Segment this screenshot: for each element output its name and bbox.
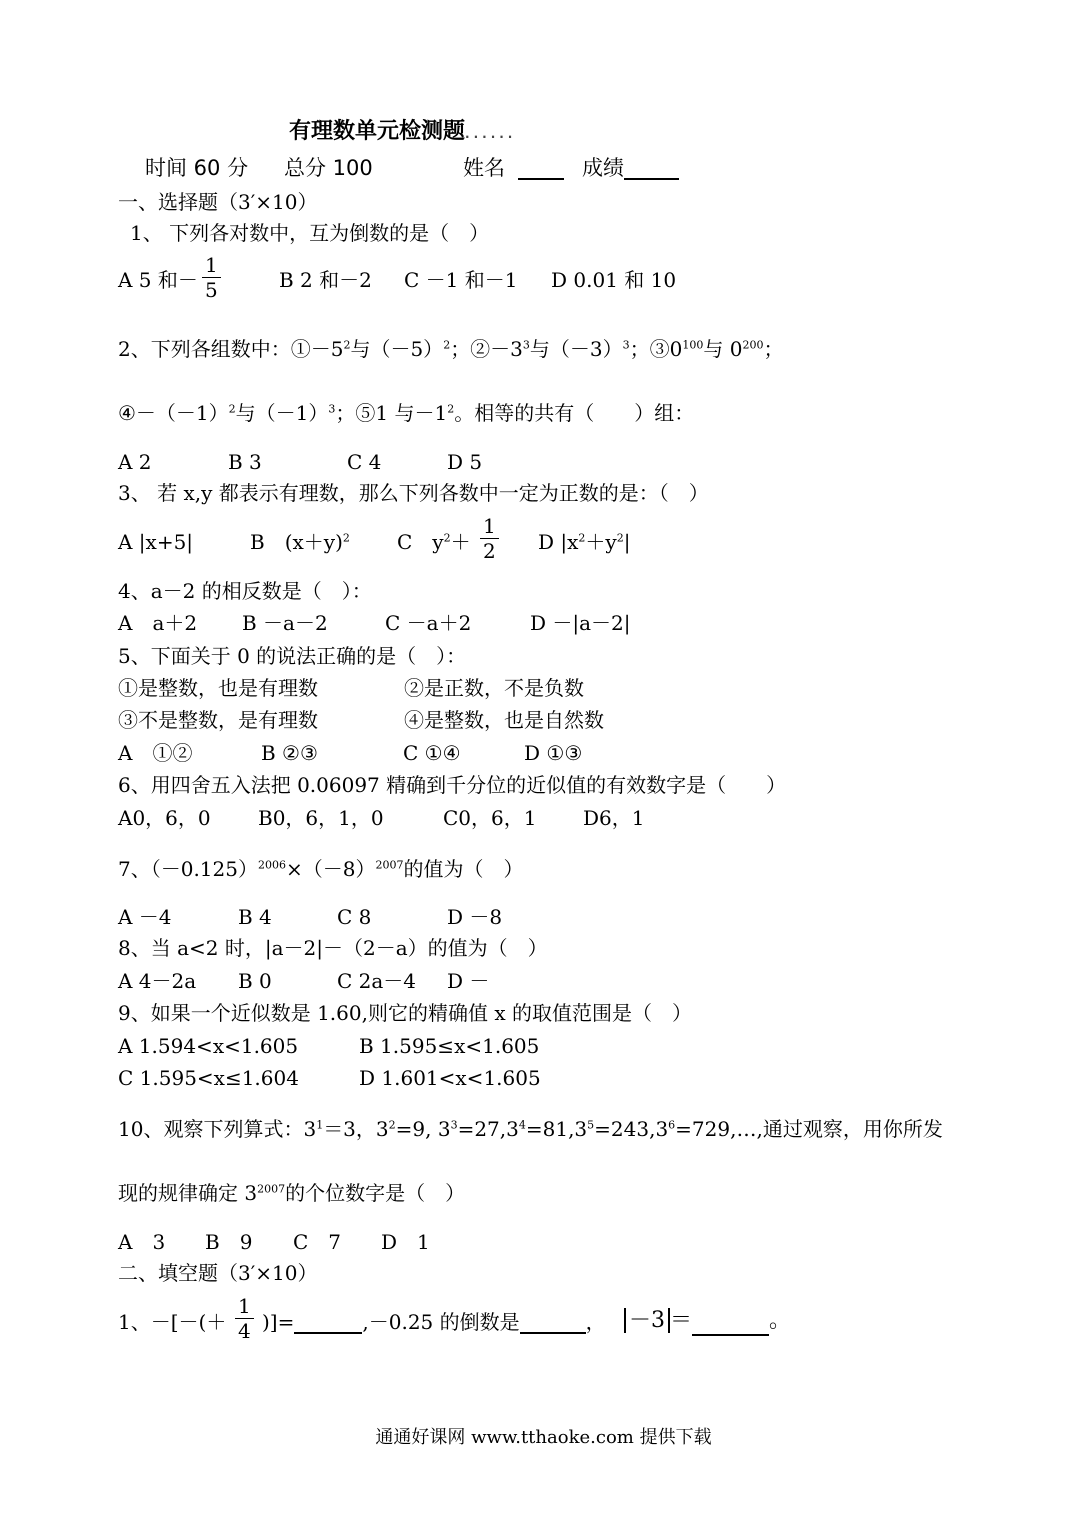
q10-line1: 10、观察下列算式：$3^1=3$，$3^2=9$, $3^3=27,3^4=81,3^5=243,3^6=729,\dots$,通过观察，用你所发 — [118, 1117, 943, 1141]
q10-option-b: B 9 — [205, 1230, 253, 1254]
q1-a-text: A 5 和－ — [118, 268, 198, 292]
q9-option-b: B 1.595≤x<1.605 — [359, 1034, 540, 1058]
fill-q1-rest: )]= ,－0.25 的倒数是 ， — [262, 1310, 606, 1334]
title-text: 有理数单元检测题 — [289, 119, 466, 144]
q7-option-c: C 8 — [337, 905, 372, 929]
q9-option-a: A 1.594<x<1.605 — [118, 1034, 299, 1058]
q1-a-numerator: 1 — [202, 253, 221, 278]
q3-stem: 3、 若 x,y 都表示有理数，那么下列各数中一定为正数的是：（ ） — [118, 481, 709, 505]
footer-credit: 通通好课网 www.tthaoke.com 提供下载 — [375, 1427, 712, 1448]
q1-stem: 1、 下列各对数中，互为倒数的是（ ） — [130, 221, 490, 245]
q7-stem: 7、$(-0.125)^{2006}\times(-8)^{2007}$的值为（ ） — [118, 857, 524, 881]
q1-option-d: D 0.01 和 10 — [551, 268, 677, 292]
q1-option-c: C －1 和－1 — [404, 268, 518, 292]
q3-c-fraction — [480, 514, 499, 563]
q6-option-a: A0，6，0 — [118, 806, 211, 830]
q4-option-b: B －a－2 — [242, 611, 328, 635]
page-title — [289, 120, 516, 146]
q8-option-b: B 0 — [238, 969, 272, 993]
fill-q1-denominator: 4 — [238, 1319, 251, 1343]
header-total: 总分 100 — [284, 156, 373, 180]
q10-line2: 现的规律确定 $3^{2007}$的个位数字是（ ） — [118, 1181, 466, 1205]
q10-option-d: D 1 — [381, 1230, 430, 1254]
q6-option-d: D6，1 — [583, 806, 645, 830]
q9-stem: 9、如果一个近似数是 1.60,则它的精确值 x 的取值范围是（ ） — [118, 1001, 692, 1025]
header-time: 时间 60 分 — [145, 156, 249, 180]
q6-stem: 6、用四舍五入法把 0.06097 精确到千分位的近似值的有效数字是（ ） — [118, 773, 787, 797]
q5-statement-4: ④是整数，也是自然数 — [404, 708, 604, 732]
score-label: 成绩 — [582, 156, 624, 180]
fill-q1-blank-2 — [520, 1312, 586, 1334]
header-score — [582, 156, 679, 180]
q2-option-d: D 5 — [447, 450, 483, 474]
fill-q1-fraction — [235, 1294, 254, 1343]
q6-option-b: B0，6，1，0 — [258, 806, 384, 830]
q3-option-d: D $|x^2+y^2|$ — [538, 530, 631, 554]
q3-option-c: C $y^2+$ — [397, 530, 471, 554]
fill-q1-numerator: 1 — [235, 1294, 254, 1319]
name-label: 姓名 — [463, 156, 505, 180]
q7-option-b: B 4 — [238, 905, 272, 929]
q8-option-a: A 4－2a — [118, 969, 197, 993]
q4-option-d: D －|a－2| — [530, 611, 631, 635]
q3-c-denominator: 2 — [483, 539, 496, 563]
section2-heading: 二、填空题（3′×10） — [118, 1261, 318, 1285]
q7-option-a: A －4 — [118, 905, 172, 929]
q2-option-a: A 2 — [118, 450, 152, 474]
q9-option-c: C 1.595<x≤1.604 — [118, 1066, 299, 1090]
q1-a-denominator: 5 — [205, 278, 218, 302]
q2-line1: 2、下列各组数中：$①-5^2$与$(-5)^2$；$②-3^3$与$(-3)^3$；$③0^{100}$与 $0^{200}$； — [118, 337, 784, 361]
q8-option-d: D － — [447, 969, 490, 993]
q5-option-d: D ①③ — [524, 741, 583, 765]
q10-option-c: C 7 — [293, 1230, 342, 1254]
header-name — [463, 156, 564, 180]
q4-option-a: A a＋2 — [118, 611, 198, 635]
fill-q1-part-a: 1、－[－(＋ — [118, 1310, 227, 1334]
title-dots: ...... — [465, 127, 517, 141]
fill-q1-abs: －3 ＝ 。 — [624, 1306, 791, 1336]
q2-option-c: C 4 — [347, 450, 382, 474]
q4-option-c: C －a＋2 — [385, 611, 472, 635]
q9-option-d: D 1.601<x<1.605 — [359, 1066, 541, 1090]
q3-option-b: B $(x+y)^2$ — [250, 530, 350, 554]
q5-option-a: A ①② — [118, 741, 193, 765]
name-blank — [518, 158, 564, 180]
q2-line2: $④-(-1)^2$与$(-1)^3$；⑤1 与$-1^2$。相等的共有（ ）组： — [118, 401, 695, 425]
q7-option-d: D －8 — [447, 905, 503, 929]
q5-option-c: C ①④ — [403, 741, 461, 765]
q1-option-b: B 2 和－2 — [279, 268, 372, 292]
q10-option-a: A 3 — [118, 1230, 166, 1254]
q5-option-b: B ②③ — [261, 741, 318, 765]
fill-q1-blank-1 — [294, 1312, 362, 1334]
q2-option-b: B 3 — [228, 450, 262, 474]
fill-q1-abs-value: －3 — [624, 1308, 670, 1333]
q3-option-a: A |x+5| — [118, 530, 194, 554]
q1-option-a — [118, 268, 198, 292]
q3-c-numerator: 1 — [480, 514, 499, 539]
section1-heading: 一、选择题（3′×10） — [118, 190, 318, 214]
q5-statement-2: ②是正数，不是负数 — [404, 676, 584, 700]
q8-option-c: C 2a－4 — [337, 969, 417, 993]
score-blank — [624, 158, 679, 180]
q6-option-c: C0，6，1 — [443, 806, 537, 830]
q5-stem: 5、下面关于 0 的说法正确的是（ ）： — [118, 644, 467, 668]
fill-q1-blank-3 — [692, 1314, 769, 1336]
q1-a-fraction — [202, 253, 221, 302]
q5-statement-3: ③不是整数，是有理数 — [118, 708, 318, 732]
q4-stem: 4、a－2 的相反数是（ ）： — [118, 579, 372, 603]
q5-statement-1: ①是整数，也是有理数 — [118, 676, 318, 700]
q8-stem: 8、当 a<2 时，|a－2|－（2－a）的值为（ ） — [118, 936, 548, 960]
